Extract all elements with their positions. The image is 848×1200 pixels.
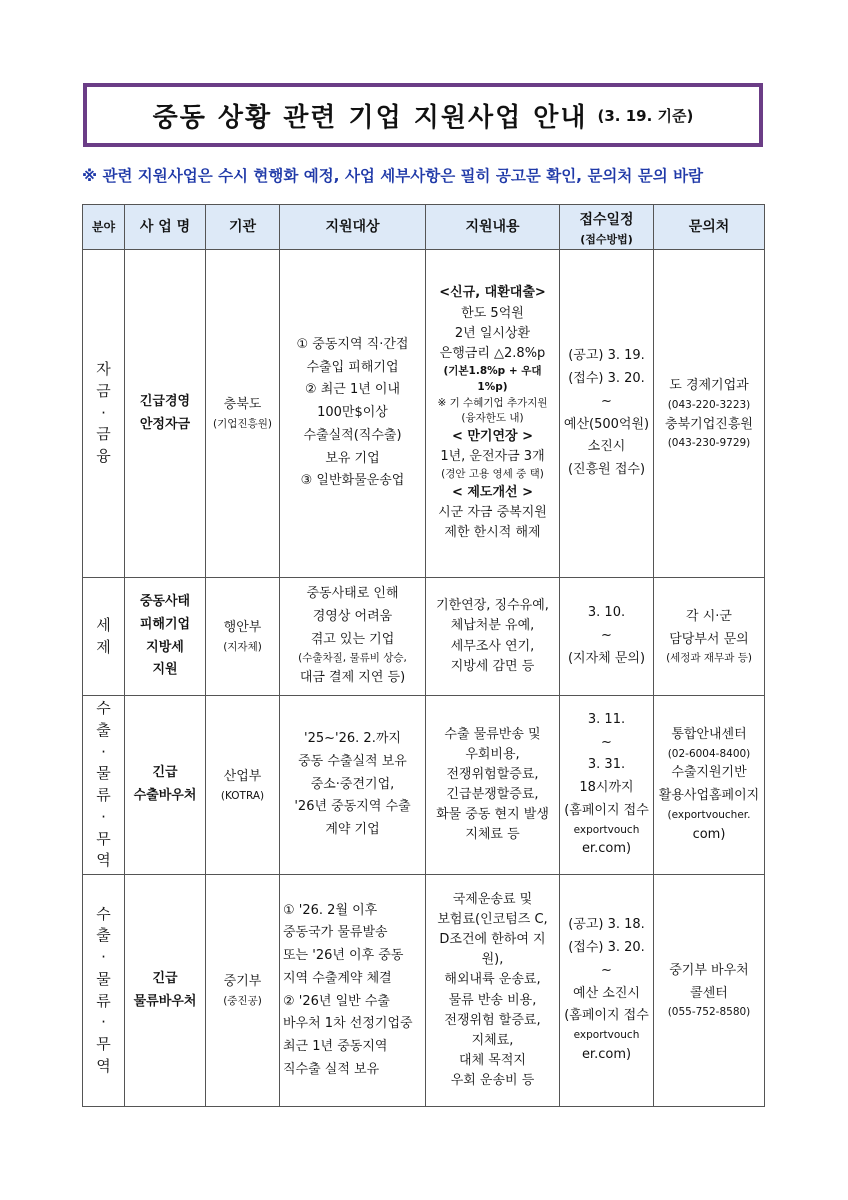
cell-line: 3. 31. bbox=[587, 757, 626, 773]
cell-line: 수출입 피해기업 bbox=[306, 359, 399, 375]
cell-line: 화물 중동 현지 발생 bbox=[436, 807, 549, 823]
cell-agency bbox=[206, 578, 280, 696]
cell-line: 콜센터 bbox=[690, 985, 728, 1001]
table-header-row bbox=[83, 205, 765, 250]
cell-line: 지원 bbox=[152, 662, 178, 678]
cell-line: 우회비용, bbox=[465, 746, 520, 762]
cell-line: 물 bbox=[96, 764, 111, 783]
cell-target bbox=[280, 250, 426, 578]
cell-line: (02-6004-8400) bbox=[667, 747, 751, 760]
cell-line: 1년, 운전자금 3개 bbox=[440, 449, 545, 465]
cell-line: ② '26년 일반 수출 bbox=[283, 993, 390, 1009]
cell-line: 기한연장, 징수유예, bbox=[436, 598, 549, 614]
cell-line: 수출 물류반송 및 bbox=[444, 726, 541, 742]
support-table bbox=[82, 204, 765, 1107]
cell-field bbox=[83, 696, 125, 875]
cell-line: 전쟁위험할증료, bbox=[446, 766, 539, 782]
cell-line: ② 최근 1년 이내 bbox=[304, 382, 401, 398]
cell-line: 최근 1년 중동지역 bbox=[283, 1039, 388, 1054]
cell-line: 중동국가 물류발송 bbox=[283, 925, 388, 941]
cell-line: (043-230-9729) bbox=[667, 437, 751, 450]
agency-sub: (중진공) bbox=[223, 995, 262, 1007]
cell-line: · bbox=[101, 403, 106, 422]
cell-line: 지체료, bbox=[471, 1032, 514, 1048]
cell-line: 긴급분쟁할증료, bbox=[446, 787, 539, 802]
cell-line: D조건에 한하여 지원), bbox=[439, 932, 546, 968]
cell-line: (공고) 3. 19. bbox=[568, 348, 645, 364]
header-content: 지원내용 bbox=[426, 205, 560, 250]
cell-contact bbox=[654, 578, 765, 696]
cell-line: 제한 한시적 해제 bbox=[444, 525, 541, 541]
cell-content bbox=[426, 578, 560, 696]
cell-content bbox=[426, 875, 560, 1107]
cell-content bbox=[426, 250, 560, 578]
cell-line: 수 bbox=[96, 904, 111, 923]
cell-field bbox=[83, 578, 125, 696]
cell-line: (기본1.8%p + 우대 1%p) bbox=[443, 365, 542, 393]
agency-name: 산업부 bbox=[223, 768, 262, 784]
cell-line: <신규, 대환대출> bbox=[439, 285, 546, 301]
cell-line: (043-220-3223) bbox=[667, 398, 751, 411]
cell-contact bbox=[654, 250, 765, 578]
cell-line: 2년 일시상환 bbox=[454, 325, 531, 341]
cell-line: (홈페이지 접수 bbox=[564, 1008, 649, 1024]
cell-line: ~ bbox=[601, 962, 612, 978]
cell-line: 지역 수출계약 체결 bbox=[283, 970, 392, 986]
cell-line: 무 bbox=[96, 829, 111, 848]
header-agency: 기관 bbox=[206, 205, 280, 250]
cell-line: 융 bbox=[96, 447, 111, 466]
cell-line: 물류바우처 bbox=[133, 993, 197, 1009]
table-row bbox=[83, 250, 765, 578]
cell-line: 출 bbox=[96, 926, 111, 945]
cell-line: (홈페이지 접수 bbox=[564, 802, 649, 818]
cell-line: (진흥원 접수) bbox=[567, 462, 646, 477]
cell-line: 수출지원기반 bbox=[671, 765, 747, 781]
cell-line: 세 bbox=[96, 615, 111, 634]
cell-line: 활용사업홈페이지 bbox=[658, 788, 760, 803]
agency-name: 행안부 bbox=[223, 620, 262, 636]
cell-line: 류 bbox=[96, 786, 111, 804]
cell-line: 물 bbox=[96, 969, 111, 988]
cell-line: 우회 운송비 등 bbox=[450, 1073, 535, 1089]
cell-name bbox=[125, 875, 206, 1107]
cell-line: 안정자금 bbox=[139, 416, 191, 432]
cell-line: 대체 목적지 bbox=[459, 1052, 526, 1068]
cell-schedule bbox=[560, 875, 654, 1107]
cell-line: 담당부서 문의 bbox=[669, 631, 749, 647]
cell-line: 보유 기업 bbox=[325, 450, 380, 466]
cell-line: 예산 소진시 bbox=[573, 985, 640, 1001]
cell-line: · bbox=[101, 807, 106, 826]
header-schedule-sub: (접수방법) bbox=[580, 232, 633, 246]
agency-name: 충북도 bbox=[223, 397, 262, 413]
header-contact: 문의처 bbox=[654, 205, 765, 250]
cell-line: 류 bbox=[96, 991, 111, 1010]
cell-line: · bbox=[101, 948, 106, 966]
table-row bbox=[83, 696, 765, 875]
cell-target bbox=[280, 696, 426, 875]
cell-line: 제 bbox=[96, 637, 111, 656]
agency-sub: (KOTRA) bbox=[220, 789, 265, 802]
header-field: 분야 bbox=[83, 205, 125, 250]
cell-line: (경안 고용 영세 중 택) bbox=[441, 468, 544, 481]
cell-line: ~ bbox=[601, 734, 612, 750]
agency-sub: (지자체) bbox=[223, 641, 262, 653]
cell-line: < 만기연장 > bbox=[451, 429, 534, 445]
cell-line: '26년 중동지역 수출 bbox=[294, 799, 411, 815]
cell-line: < 제도개선 > bbox=[451, 485, 534, 501]
cell-line: 소진시 bbox=[587, 439, 626, 455]
cell-line: 겪고 있는 기업 bbox=[310, 631, 395, 647]
cell-line: (수출차질, 물류비 상승, bbox=[298, 652, 407, 665]
cell-line: 체납처분 유예, bbox=[450, 618, 535, 634]
cell-line: 계약 기업 bbox=[325, 822, 380, 838]
cell-line: 긴급경영 bbox=[139, 393, 191, 409]
cell-line: 18시까지 bbox=[579, 780, 634, 796]
cell-line: er.com) bbox=[581, 1046, 632, 1062]
cell-line: 수출바우처 bbox=[133, 788, 197, 803]
cell-line: '25~'26. 2.까지 bbox=[304, 731, 401, 747]
cell-line: 또는 '26년 이후 중동 bbox=[283, 948, 404, 963]
cell-line: ③ 일반화물운송업 bbox=[300, 473, 405, 489]
cell-agency bbox=[206, 875, 280, 1107]
header-target: 지원대상 bbox=[280, 205, 426, 250]
cell-line: 중기부 바우처 bbox=[669, 962, 749, 978]
cell-name bbox=[125, 578, 206, 696]
cell-line: 지방세 bbox=[146, 639, 184, 655]
cell-line: (접수) 3. 20. bbox=[568, 371, 645, 386]
cell-line: 3. 11. bbox=[587, 711, 626, 727]
cell-agency bbox=[206, 250, 280, 578]
cell-line: · bbox=[101, 742, 106, 761]
cell-line: 각 시·군 bbox=[686, 608, 732, 624]
cell-schedule bbox=[560, 250, 654, 578]
cell-line: 도 경제기업과 bbox=[669, 378, 749, 393]
cell-line: ~ bbox=[601, 393, 612, 409]
table-row bbox=[83, 875, 765, 1107]
cell-line: (세정과 재무과 등) bbox=[666, 652, 752, 665]
cell-schedule bbox=[560, 578, 654, 696]
cell-target bbox=[280, 875, 426, 1107]
cell-schedule bbox=[560, 696, 654, 875]
agency-name: 중기부 bbox=[223, 974, 262, 990]
cell-line: (융자한도 내) bbox=[461, 412, 524, 425]
cell-line: 3. 10. bbox=[587, 605, 626, 621]
cell-line: 지체료 등 bbox=[465, 827, 520, 843]
cell-line: 보험료(인코텀즈 C, bbox=[437, 911, 548, 927]
header-schedule-label: 접수일정 bbox=[579, 212, 634, 229]
cell-line: 자 bbox=[96, 360, 111, 379]
cell-line: ① '26. 2월 이후 bbox=[283, 902, 378, 918]
cell-line: (055-752-8580) bbox=[667, 1006, 751, 1019]
cell-line: (접수) 3. 20. bbox=[568, 940, 645, 956]
cell-line: 역 bbox=[96, 851, 111, 870]
cell-line: 국제운송료 및 bbox=[452, 891, 533, 907]
cell-line: exportvouch bbox=[573, 1029, 640, 1042]
cell-field bbox=[83, 875, 125, 1107]
cell-line: 시군 자금 중복지원 bbox=[438, 505, 547, 521]
cell-line: 지방세 감면 등 bbox=[450, 658, 535, 674]
cell-line: (exportvoucher. bbox=[667, 808, 751, 821]
page-title: 중동 상황 관련 기업 지원사업 안내 bbox=[152, 102, 588, 133]
cell-name bbox=[125, 696, 206, 875]
cell-content bbox=[426, 696, 560, 875]
cell-line: 피해기업 bbox=[139, 616, 191, 632]
cell-name bbox=[125, 250, 206, 578]
cell-line: 출 bbox=[96, 720, 111, 739]
cell-line: ※ 기 수혜기업 추가지원 bbox=[437, 396, 548, 409]
cell-line: 중동사태로 인해 bbox=[306, 586, 399, 602]
cell-line: 수출실적(직수출) bbox=[303, 427, 402, 443]
cell-contact bbox=[654, 696, 765, 875]
cell-line: er.com) bbox=[581, 841, 632, 857]
cell-line: exportvouch bbox=[573, 823, 640, 836]
cell-line: 대금 결제 지연 등) bbox=[299, 670, 406, 686]
title-date: (3. 19. 기준) bbox=[597, 106, 694, 125]
cell-line: 역 bbox=[96, 1056, 111, 1075]
cell-line: 물류 반송 비용, bbox=[448, 992, 537, 1008]
agency-sub: (기업진흥원) bbox=[213, 418, 272, 430]
cell-line: 100만$이상 bbox=[317, 405, 388, 421]
title-box bbox=[83, 83, 763, 147]
notice-text: ※ 관련 지원사업은 수시 현행화 예정, 사업 세부사항은 필히 공고문 확인, 문의처 문의 바람 bbox=[82, 167, 704, 185]
cell-line: 직수출 실적 보유 bbox=[283, 1061, 380, 1077]
cell-line: 수 bbox=[96, 699, 111, 717]
cell-line: 충북기업진흥원 bbox=[665, 416, 753, 432]
cell-line: 은행금리 △2.8%p bbox=[439, 345, 546, 361]
cell-line: 한도 5억원 bbox=[461, 305, 524, 321]
cell-line: (공고) 3. 18. bbox=[568, 917, 645, 933]
cell-line: 금 bbox=[96, 425, 111, 444]
cell-line: 무 bbox=[96, 1035, 111, 1053]
cell-target bbox=[280, 578, 426, 696]
cell-line: 예산(500억원) bbox=[563, 416, 650, 432]
cell-line: 중소·중견기업, bbox=[310, 776, 395, 792]
cell-line: 해외내륙 운송료, bbox=[444, 972, 541, 988]
table-row bbox=[83, 578, 765, 696]
cell-line: 중동 수출실적 보유 bbox=[298, 753, 407, 769]
cell-line: 전쟁위험 할증료, bbox=[444, 1012, 541, 1028]
cell-line: 중동사태 bbox=[139, 594, 191, 609]
cell-agency bbox=[206, 696, 280, 875]
cell-line: com) bbox=[692, 826, 726, 842]
header-name: 사 업 명 bbox=[125, 205, 206, 250]
cell-line: 바우처 1차 선정기업중 bbox=[283, 1016, 413, 1032]
cell-line: ~ bbox=[601, 628, 612, 644]
cell-line: (지자체 문의) bbox=[567, 650, 646, 666]
cell-line: · bbox=[101, 1013, 106, 1032]
cell-line: 경영상 어려움 bbox=[312, 608, 393, 624]
cell-line: 통합안내센터 bbox=[671, 726, 747, 742]
cell-line: 긴급 bbox=[152, 970, 178, 986]
cell-contact bbox=[654, 875, 765, 1107]
cell-line: 긴급 bbox=[152, 765, 178, 781]
cell-line: 금 bbox=[96, 381, 111, 400]
header-schedule bbox=[560, 205, 654, 250]
cell-line: ① 중동지역 직·간접 bbox=[296, 336, 409, 352]
cell-field bbox=[83, 250, 125, 578]
cell-line: 세무조사 연기, bbox=[450, 638, 535, 654]
